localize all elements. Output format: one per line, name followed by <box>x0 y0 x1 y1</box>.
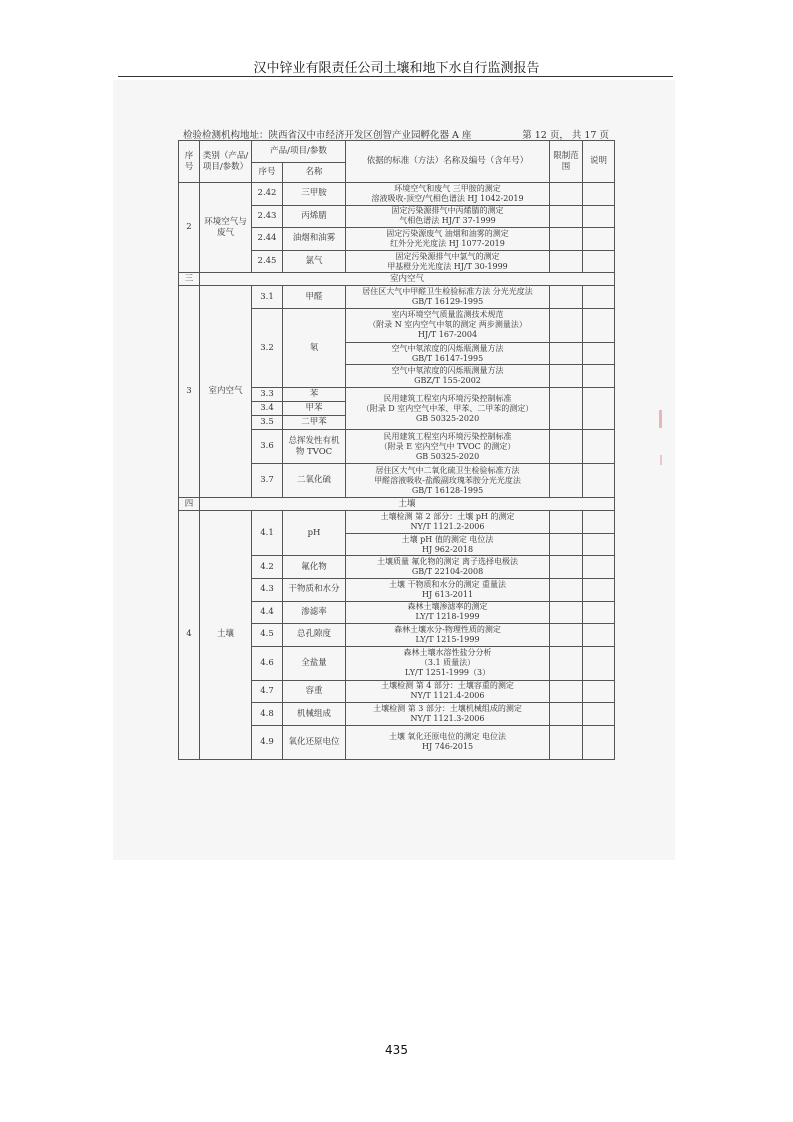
item-number: 3.1 <box>252 286 283 309</box>
standard-cell <box>346 308 550 342</box>
standard-line: 森林土壤水溶性盐分分析 <box>403 648 492 658</box>
standard-cell <box>346 556 550 579</box>
item-name: 苯 <box>283 388 346 402</box>
standard-cell <box>346 646 550 680</box>
standard-line: 居住区大气中二氧化硫卫生检验标准方法 <box>375 465 520 475</box>
standard-line: 民用建筑工程室内环境污染控制标准 <box>383 393 512 403</box>
standard-line: LY/T 1218-1999 <box>415 612 480 622</box>
item-name: 机械组成 <box>283 703 346 726</box>
header-product-group: 产品/项目/参数 <box>252 141 346 163</box>
certification-table <box>178 140 615 760</box>
section-row <box>179 273 615 286</box>
item-number: 3.7 <box>252 464 283 498</box>
item-number: 4.7 <box>252 680 283 703</box>
limit-cell <box>550 601 583 624</box>
standard-line: 土壤 pH 值的测定 电位法 <box>401 534 494 544</box>
item-name: 二甲苯 <box>283 416 346 430</box>
scan-stamp-mark <box>659 410 662 428</box>
item-number: 4.3 <box>252 578 283 601</box>
standard-line: 固定污染源废气 油烟和油雾的测定 <box>386 228 509 238</box>
header-rule <box>118 76 673 77</box>
lab-address: 检验检测机构地址：陕西省汉中市经济开发区创智产业园孵化器 A 座 <box>183 130 472 141</box>
standard-line: GB/T 16128-1995 <box>411 485 484 495</box>
standard-line: 空气中氡浓度的闪烁瓶测量方法 <box>391 366 504 376</box>
note-cell <box>583 342 615 365</box>
standard-line: 土壤 氧化还原电位的测定 电位法 <box>388 732 507 742</box>
limit-cell <box>550 250 583 273</box>
item-number: 3.3 <box>252 388 283 402</box>
item-number: 2.42 <box>252 183 283 206</box>
standard-cell <box>346 578 550 601</box>
standard-line: 土壤检测 第 3 部分：土壤机械组成的测定 <box>373 704 522 714</box>
note-cell <box>583 624 615 647</box>
item-number: 2.44 <box>252 228 283 251</box>
group-category: 环境空气与废气 <box>200 183 252 273</box>
standard-line: 固定污染源排气中丙烯腈的测定 <box>391 206 504 216</box>
item-name: 氡 <box>283 308 346 387</box>
standard-line: LY/T 1251-1999（3） <box>404 668 491 678</box>
group-seq: 4 <box>179 511 200 760</box>
item-number: 4.9 <box>252 725 283 759</box>
header-name: 名称 <box>283 163 346 183</box>
standard-line: GB/T 16129-1995 <box>411 297 484 307</box>
standard-line: 室内环境空气质量监测技术规范 <box>391 310 504 320</box>
note-cell <box>583 680 615 703</box>
standard-cell <box>346 342 550 365</box>
page-number: 435 <box>385 1043 408 1057</box>
section-row <box>179 498 615 511</box>
note-cell <box>583 228 615 251</box>
limit-cell <box>550 464 583 498</box>
standard-cell <box>346 205 550 228</box>
limit-cell <box>550 680 583 703</box>
standard-line: 土壤 干物质和水分的测定 重量法 <box>388 579 507 589</box>
standard-cell <box>346 680 550 703</box>
standard-line: HJ 962-2018 <box>421 544 474 554</box>
group-category: 土壤 <box>200 511 252 760</box>
standard-line: NY/T 1121.2-2006 <box>410 522 485 531</box>
standard-cell <box>346 511 550 534</box>
table-row <box>179 286 615 309</box>
item-number: 4.8 <box>252 703 283 726</box>
limit-cell <box>550 725 583 759</box>
section-title: 室内空气 <box>200 273 615 286</box>
limit-cell <box>550 703 583 726</box>
item-number: 2.45 <box>252 250 283 273</box>
standard-line: NY/T 1121.4-2006 <box>410 691 485 701</box>
limit-cell <box>550 228 583 251</box>
standard-line: 土壤检测 第 4 部分：土壤容重的测定 <box>381 681 514 691</box>
limit-cell <box>550 556 583 579</box>
item-number: 4.6 <box>252 646 283 680</box>
page-indicator: 第 12 页， 共 17 页 <box>522 130 609 141</box>
item-number: 3.5 <box>252 416 283 430</box>
standard-cell <box>346 365 550 388</box>
note-cell <box>583 646 615 680</box>
table-row <box>179 183 615 206</box>
standard-line: GBZ/T 155-2002 <box>414 376 481 386</box>
note-cell <box>583 533 615 556</box>
item-number: 2.43 <box>252 205 283 228</box>
group-seq: 2 <box>179 183 200 273</box>
note-cell <box>583 430 615 464</box>
item-name: 甲苯 <box>283 402 346 416</box>
standard-line: GB 50325-2020 <box>415 413 480 423</box>
standard-line: 土壤检测 第 2 部分：土壤 pH 的测定 <box>380 512 515 521</box>
item-number: 4.4 <box>252 601 283 624</box>
limit-cell <box>550 511 583 534</box>
standard-line: 森林土壤水分-物理性质的测定 <box>394 624 501 634</box>
standard-line: （3.1 质量法） <box>419 658 476 668</box>
standard-line: 居住区大气中甲醛卫生检验标准方法 分光光度法 <box>362 287 533 297</box>
item-name: 氧化还原电位 <box>283 725 346 759</box>
limit-cell <box>550 430 583 464</box>
item-number: 3.6 <box>252 430 283 464</box>
standard-line: 空气中氡浓度的闪烁瓶测量方法 <box>391 343 504 353</box>
item-name: 氯气 <box>283 250 346 273</box>
note-cell <box>583 578 615 601</box>
header-limit: 限制范围 <box>550 141 583 183</box>
standard-line: 溶液吸收-顶空/气相色谱法 HJ 1042-2019 <box>371 193 524 203</box>
item-name: 容重 <box>283 680 346 703</box>
standard-line: 森林土壤渗滤率的测定 <box>407 602 488 612</box>
item-name: 干物质和水分 <box>283 578 346 601</box>
section-number: 三 <box>179 273 200 286</box>
standard-line: GB/T 16147-1995 <box>411 353 484 363</box>
standard-line: 环境空气和废气 三甲胺的测定 <box>394 183 501 193</box>
item-name: pH <box>283 511 346 556</box>
header-category: 类别（产品/项目/参数） <box>200 141 252 183</box>
standard-line: HJ 613-2011 <box>421 589 474 599</box>
standard-line: 民用建筑工程室内环境污染控制标准 <box>383 431 512 441</box>
note-cell <box>583 286 615 309</box>
section-number: 四 <box>179 498 200 511</box>
standard-line: GB 50325-2020 <box>415 451 480 461</box>
standard-line: NY/T 1121.3-2006 <box>410 714 485 724</box>
standard-line: 红外分光光度法 HJ 1077-2019 <box>390 238 505 248</box>
note-cell <box>583 601 615 624</box>
note-cell <box>583 511 615 534</box>
standard-line: 固定污染源排气中氯气的测定 <box>395 251 500 261</box>
item-number: 4.1 <box>252 511 283 556</box>
standard-line: HJ/T 167-2004 <box>417 330 478 340</box>
limit-cell <box>550 308 583 342</box>
limit-cell <box>550 646 583 680</box>
limit-cell <box>550 578 583 601</box>
standard-line: 土壤质量 氟化物的测定 离子选择电极法 <box>376 557 519 567</box>
item-name: 甲醛 <box>283 286 346 309</box>
standard-cell <box>346 286 550 309</box>
standard-cell <box>346 725 550 759</box>
note-cell <box>583 183 615 206</box>
item-name: 三甲胺 <box>283 183 346 206</box>
limit-cell <box>550 365 583 388</box>
limit-cell <box>550 624 583 647</box>
standard-cell <box>346 183 550 206</box>
limit-cell <box>550 342 583 365</box>
standard-cell <box>346 388 550 430</box>
item-name: 总孔隙度 <box>283 624 346 647</box>
item-number: 3.2 <box>252 308 283 387</box>
note-cell <box>583 365 615 388</box>
limit-cell <box>550 388 583 430</box>
standard-line: LY/T 1215-1999 <box>415 634 480 644</box>
limit-cell <box>550 533 583 556</box>
standard-cell <box>346 703 550 726</box>
item-name: 丙烯腈 <box>283 205 346 228</box>
item-name: 氟化物 <box>283 556 346 579</box>
note-cell <box>583 703 615 726</box>
section-title: 土壤 <box>200 498 615 511</box>
note-cell <box>583 556 615 579</box>
standard-line: （附录 E 室内空气中 TVOC 的测定） <box>379 441 516 451</box>
group-category: 室内空气 <box>200 286 252 498</box>
standard-line: 甲醛溶液吸收-盐酸副玫瑰苯胺分光光度法 <box>374 475 521 485</box>
standard-line: HJ 746-2015 <box>421 742 474 752</box>
note-cell <box>583 205 615 228</box>
item-name: 全盐量 <box>283 646 346 680</box>
header-standard: 依据的标准（方法）名称及编号（含年号） <box>346 141 550 183</box>
limit-cell <box>550 286 583 309</box>
item-number: 4.2 <box>252 556 283 579</box>
standard-line: （附录 D 室内空气中苯、甲苯、二甲苯的测定） <box>361 403 534 413</box>
standard-cell <box>346 250 550 273</box>
table-row <box>179 511 615 534</box>
standard-cell <box>346 601 550 624</box>
note-cell <box>583 725 615 759</box>
header-sub-seq: 序号 <box>252 163 283 183</box>
standard-line: （附录 N 室内空气中氡的测定 两步测量法） <box>368 320 527 330</box>
standard-line: GB/T 22104-2008 <box>411 567 484 577</box>
item-number: 3.4 <box>252 402 283 416</box>
item-name: 二氧化硫 <box>283 464 346 498</box>
item-name: 油烟和油雾 <box>283 228 346 251</box>
standard-cell <box>346 464 550 498</box>
standard-cell <box>346 533 550 556</box>
limit-cell <box>550 183 583 206</box>
standard-cell <box>346 430 550 464</box>
standard-line: 气相色谱法 HJ/T 37-1999 <box>399 216 496 226</box>
group-seq: 3 <box>179 286 200 498</box>
scan-stamp-mark-2 <box>660 455 662 465</box>
note-cell <box>583 464 615 498</box>
header-seq: 序号 <box>179 141 200 183</box>
item-name: 渗滤率 <box>283 601 346 624</box>
item-name: 总挥发性有机物 TVOC <box>283 430 346 464</box>
note-cell <box>583 308 615 342</box>
limit-cell <box>550 205 583 228</box>
standard-cell <box>346 228 550 251</box>
item-number: 4.5 <box>252 624 283 647</box>
header-note: 说明 <box>583 141 615 183</box>
note-cell <box>583 250 615 273</box>
report-title: 汉中锌业有限责任公司土壤和地下水自行监测报告 <box>253 61 540 76</box>
note-cell <box>583 388 615 430</box>
standard-line: 甲基橙分光光度法 HJ/T 30-1999 <box>387 261 508 271</box>
standard-cell <box>346 624 550 647</box>
